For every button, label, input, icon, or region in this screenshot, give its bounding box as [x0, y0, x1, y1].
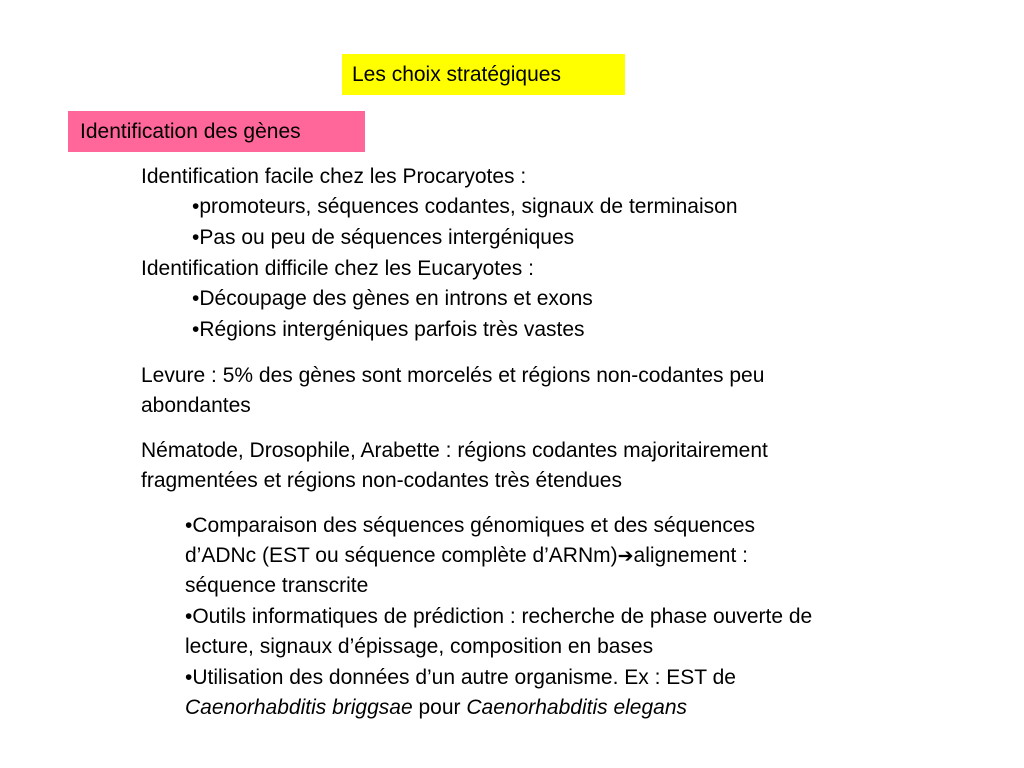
outils-bullet-line-1: •Outils informatiques de prédiction : recherche de phase ouverte de [185, 605, 813, 628]
comparaison-bullet-line-1: •Comparaison des séquences génomiques et des séquences [185, 514, 756, 537]
comparaison-line-2-start: d’ADNc (EST ou séquence complète d’ARNm) [185, 544, 618, 567]
levure-line-2: abondantes [141, 394, 251, 417]
procaryotes-bullet-2: •Pas ou peu de séquences intergéniques [192, 226, 575, 249]
eucaryotes-bullet-1: •Découpage des gènes en introns et exons [192, 287, 593, 310]
utilisation-bullet-line-1: •Utilisation des données d’un autre organisme. Ex : EST de [185, 666, 736, 689]
right-arrow-icon: ➔ [617, 545, 634, 567]
comparaison-bullet-line-3: séquence transcrite [185, 574, 369, 597]
slide-title [342, 54, 625, 95]
word-pour: pour [418, 696, 461, 719]
section-heading [68, 111, 365, 152]
comparaison-line-2-end: alignement : [633, 544, 748, 567]
eucaryotes-bullet-2: •Régions intergéniques parfois très vastes [192, 318, 585, 341]
procaryotes-bullet-1: •promoteurs, séquences codantes, signaux de terminaison [192, 195, 738, 218]
species-elegans: Caenorhabditis elegans [466, 696, 688, 719]
procaryotes-heading: Identification facile chez les Procaryotes : [141, 165, 527, 188]
nematode-line-2: fragmentées et régions non-codantes très étendues [141, 469, 622, 492]
utilisation-bullet-line-2 [185, 693, 687, 723]
slide-title-text: Les choix stratégiques [352, 63, 561, 86]
eucaryotes-heading: Identification difficile chez les Eucaryotes : [141, 257, 534, 280]
outils-bullet-line-2: lecture, signaux d’épissage, composition en bases [185, 635, 654, 658]
species-briggsae: Caenorhabditis briggsae [185, 696, 413, 719]
levure-line-1: Levure : 5% des gènes sont morcelés et régions non-codantes peu [141, 364, 765, 387]
comparaison-bullet-line-2 [185, 541, 748, 571]
nematode-line-1: Nématode, Drosophile, Arabette : régions codantes majoritairement [141, 439, 768, 462]
section-heading-text: Identification des gènes [80, 120, 301, 143]
